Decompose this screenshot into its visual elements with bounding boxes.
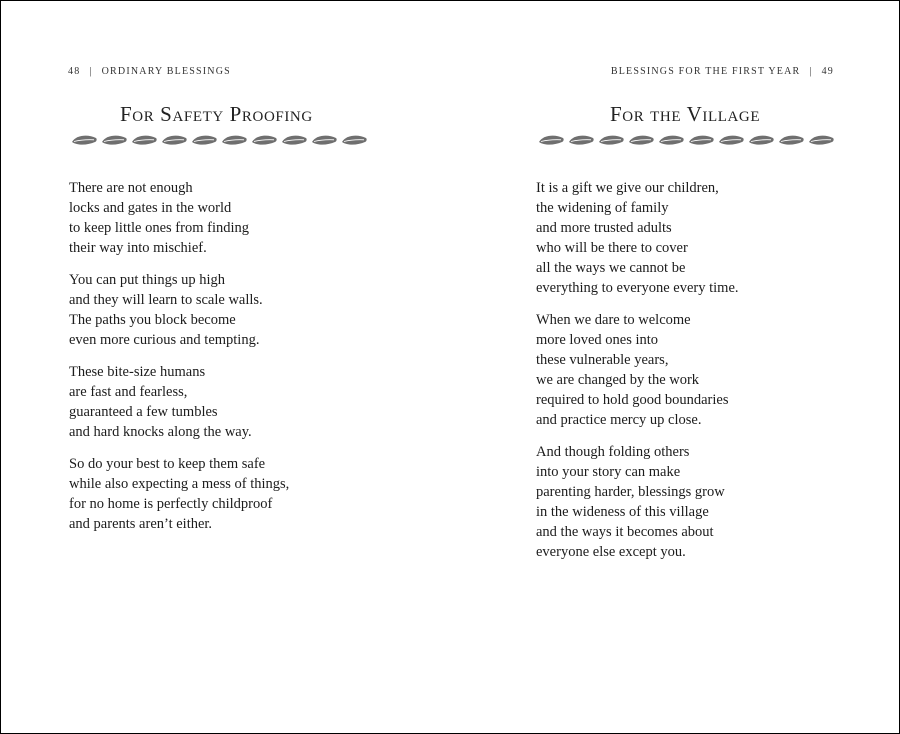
poem-line: And though folding others bbox=[536, 444, 690, 460]
poem-line: These bite-size humans bbox=[69, 364, 206, 380]
running-head-left bbox=[68, 66, 231, 77]
leaf-ornament bbox=[70, 133, 370, 147]
poem-line: You can put things up high bbox=[69, 272, 226, 288]
leaf-icon bbox=[777, 133, 807, 147]
poem-line: and more trusted adults bbox=[536, 220, 672, 236]
poem-line: more loved ones into bbox=[536, 332, 659, 348]
poem-line: locks and gates in the world bbox=[69, 200, 232, 216]
leaf-icon bbox=[250, 133, 280, 147]
poem-line: and they will learn to scale walls. bbox=[69, 292, 263, 308]
poem-title: For the Village bbox=[610, 102, 761, 126]
poem-line: to keep little ones from finding bbox=[69, 220, 250, 236]
poem-line: we are changed by the work bbox=[536, 372, 700, 388]
stanza bbox=[69, 454, 289, 534]
poem-line: while also expecting a mess of things, bbox=[69, 476, 290, 492]
leaf-icon bbox=[220, 133, 250, 147]
leaf-icon bbox=[310, 133, 340, 147]
page-number: 49 bbox=[821, 66, 834, 77]
poem-line: even more curious and tempting. bbox=[69, 332, 260, 348]
stanza bbox=[536, 442, 739, 562]
poem-line: and the ways it becomes about bbox=[536, 524, 714, 540]
stanza bbox=[536, 178, 739, 298]
poem-line: into your story can make bbox=[536, 464, 681, 480]
leaf-icon bbox=[70, 133, 100, 147]
poem-line: and hard knocks along the way. bbox=[69, 424, 252, 440]
page-number: 48 bbox=[68, 66, 81, 77]
book-title: ORDINARY BLESSINGS bbox=[101, 66, 231, 77]
poem-line: everyone else except you. bbox=[536, 544, 686, 560]
leaf-ornament bbox=[537, 133, 837, 147]
poem-line: their way into mischief. bbox=[69, 240, 207, 256]
stanza bbox=[69, 178, 289, 258]
stanza bbox=[69, 270, 289, 350]
leaf-icon bbox=[100, 133, 130, 147]
poem-line: So do your best to keep them safe bbox=[69, 456, 266, 472]
running-head-separator: | bbox=[89, 66, 93, 77]
poem-line: for no home is perfectly childproof bbox=[69, 496, 273, 512]
poem-line: everything to everyone every time. bbox=[536, 280, 739, 296]
leaf-icon bbox=[567, 133, 597, 147]
leaf-icon bbox=[717, 133, 747, 147]
poem-line: and practice mercy up close. bbox=[536, 412, 702, 428]
stanza bbox=[69, 362, 289, 442]
poem-line: The paths you block become bbox=[69, 312, 236, 328]
poem-line: all the ways we cannot be bbox=[536, 260, 686, 276]
poem-line: in the wideness of this village bbox=[536, 504, 709, 520]
leaf-icon bbox=[130, 133, 160, 147]
leaf-icon bbox=[657, 133, 687, 147]
running-head-separator: | bbox=[809, 66, 813, 77]
poem-line: these vulnerable years, bbox=[536, 352, 669, 368]
poem-line: parenting harder, blessings grow bbox=[536, 484, 725, 500]
leaf-icon bbox=[160, 133, 190, 147]
right-page bbox=[450, 0, 900, 734]
leaf-icon bbox=[627, 133, 657, 147]
running-head-right bbox=[611, 66, 834, 77]
poem-title: For Safety Proofing bbox=[120, 102, 313, 126]
poem-line: It is a gift we give our children, bbox=[536, 180, 719, 196]
stanza bbox=[536, 310, 739, 430]
leaf-icon bbox=[807, 133, 837, 147]
leaf-icon bbox=[597, 133, 627, 147]
poem-body bbox=[536, 178, 739, 574]
poem-line: required to hold good boundaries bbox=[536, 392, 729, 408]
leaf-icon bbox=[280, 133, 310, 147]
leaf-icon bbox=[747, 133, 777, 147]
poem-line: There are not enough bbox=[69, 180, 193, 196]
poem-line: guaranteed a few tumbles bbox=[69, 404, 218, 420]
poem-body bbox=[69, 178, 289, 546]
leaf-icon bbox=[190, 133, 220, 147]
leaf-icon bbox=[340, 133, 370, 147]
section-title: BLESSINGS FOR THE FIRST YEAR bbox=[610, 66, 801, 77]
leaf-icon bbox=[537, 133, 567, 147]
poem-line: are fast and fearless, bbox=[69, 384, 188, 400]
leaf-icon bbox=[687, 133, 717, 147]
poem-line: the widening of family bbox=[536, 200, 669, 216]
poem-line: When we dare to welcome bbox=[536, 312, 691, 328]
poem-line: and parents aren’t either. bbox=[69, 516, 213, 532]
poem-line: who will be there to cover bbox=[536, 240, 688, 256]
